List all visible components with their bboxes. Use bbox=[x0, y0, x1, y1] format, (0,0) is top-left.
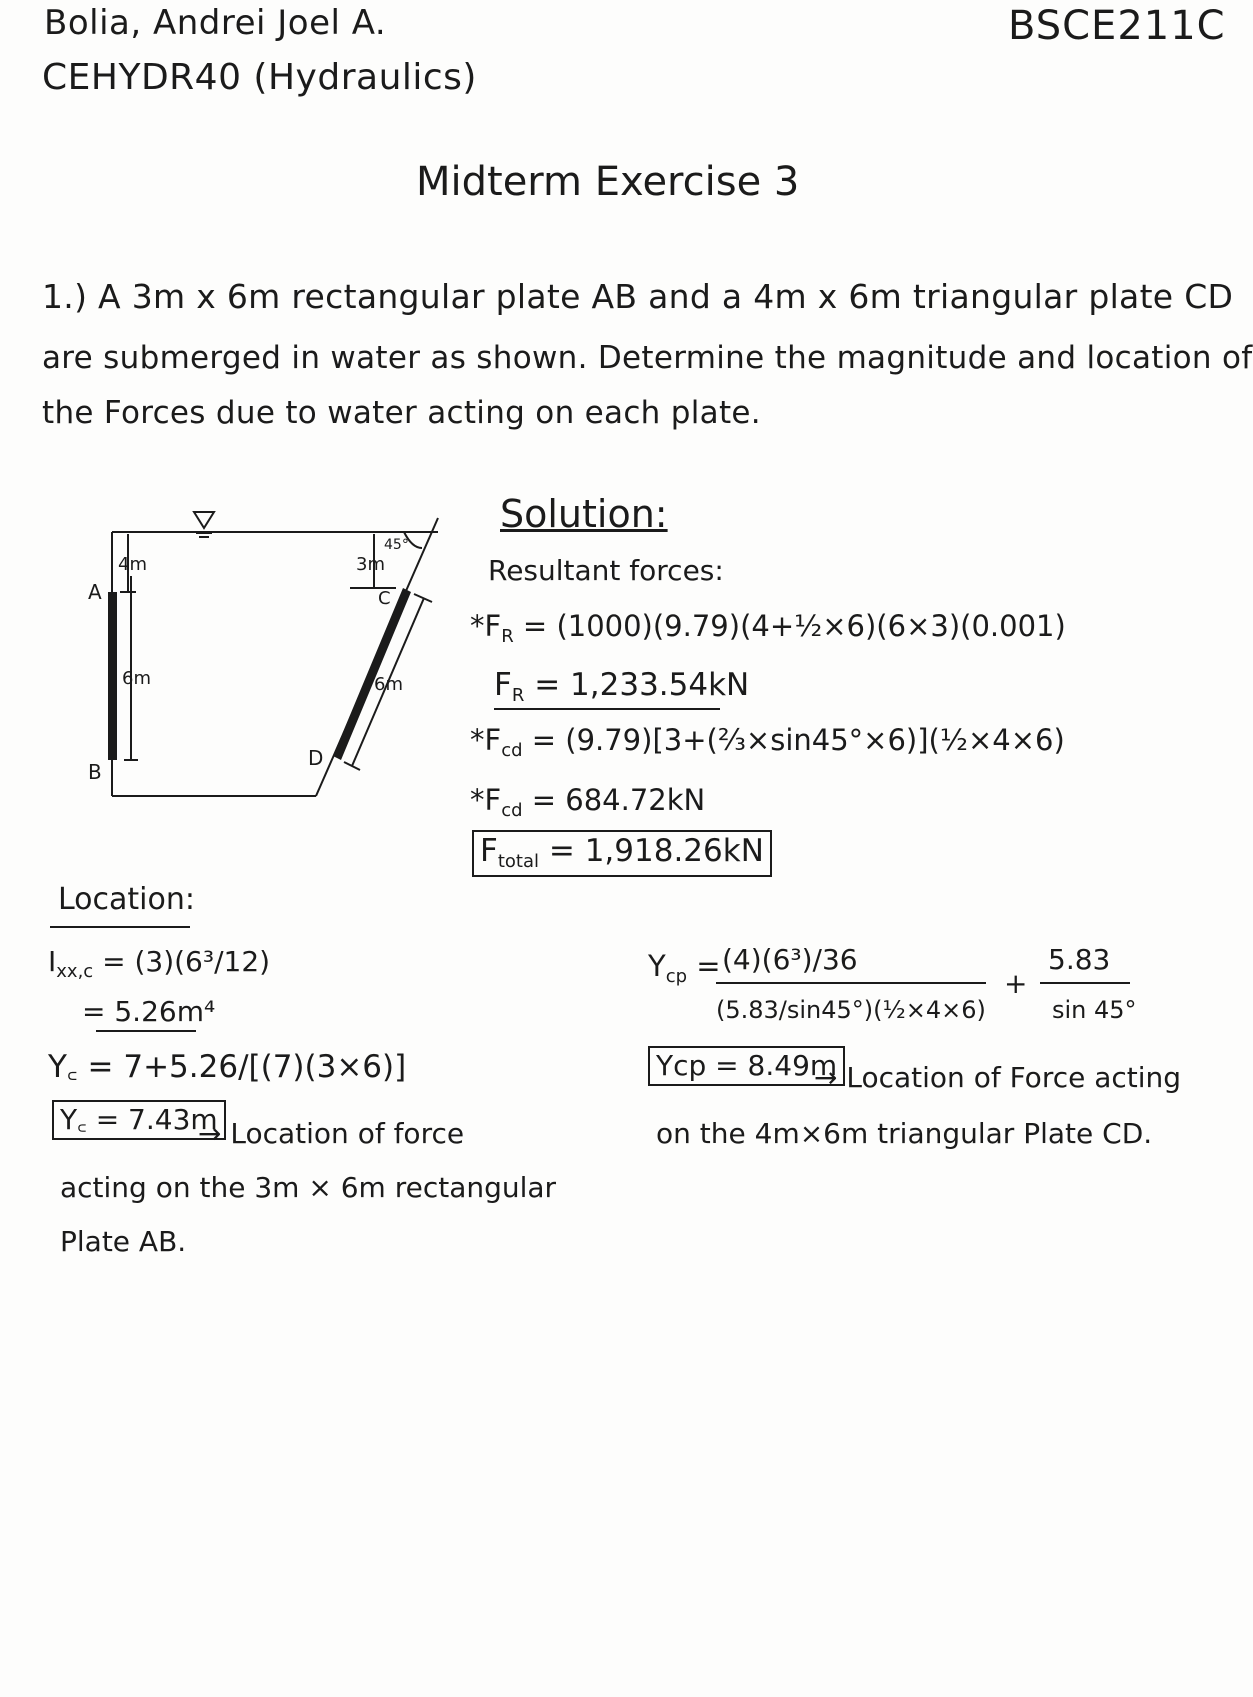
fr-result-value: = 1,233.54kN bbox=[524, 667, 750, 703]
yc-description-1: → Location of force bbox=[198, 1117, 465, 1150]
plate-cd-length-label: 6m bbox=[374, 674, 403, 695]
ixx-result: = 5.26m⁴ bbox=[82, 995, 216, 1028]
ycp-letter: Y bbox=[648, 949, 666, 983]
ftotal-symbol: F bbox=[480, 833, 498, 869]
fcd-equation bbox=[470, 723, 1065, 761]
course-code: CEHYDR40 (Hydraulics) bbox=[42, 57, 477, 98]
ycp-subscript: cp bbox=[665, 966, 688, 987]
fr-result-subscript: R bbox=[511, 685, 525, 706]
label-a: A bbox=[88, 580, 102, 604]
problem-line-1: 1.) A 3m x 6m rectangular plate AB and a 4m x 6m triangular plate CD bbox=[42, 277, 1234, 316]
problem-line-3: the Forces due to water acting on each plate. bbox=[42, 395, 761, 431]
ycp-symbol bbox=[648, 949, 721, 987]
location-heading: Location: bbox=[58, 882, 195, 917]
plus-sign: + bbox=[1004, 967, 1028, 1000]
depth-left-label: 4m bbox=[118, 554, 147, 575]
yc-description-2: acting on the 3m × 6m rectangular bbox=[60, 1171, 557, 1204]
fcd-result-symbol: *F bbox=[470, 783, 502, 817]
problem-line-2: are submerged in water as shown. Determine the magnitude and location of bbox=[42, 340, 1253, 376]
fcd-result bbox=[470, 783, 706, 821]
fcd-symbol: *F bbox=[470, 723, 502, 757]
yc-equation: Y꜀ = 7+5.26/[(7)(3×6)] bbox=[48, 1049, 407, 1085]
label-d: D bbox=[308, 746, 324, 770]
ycp-equals: = bbox=[687, 949, 721, 983]
ycp-description-2: on the 4m×6m triangular Plate CD. bbox=[656, 1117, 1153, 1150]
fr-result bbox=[494, 667, 750, 706]
fr-expression: = (1000)(9.79)(4+½×6)(6×3)(0.001) bbox=[513, 609, 1066, 643]
ixx-subscript: xx,c bbox=[56, 961, 94, 982]
fcd-result-subscript: cd bbox=[501, 800, 523, 821]
ftotal-result-box bbox=[472, 830, 772, 877]
plate-ab-length-label: 6m bbox=[122, 668, 151, 689]
fr-symbol: *F bbox=[470, 609, 502, 643]
yc-result-box: Y꜀ = 7.43m bbox=[52, 1100, 226, 1140]
yc-description-3: Plate AB. bbox=[60, 1225, 187, 1258]
ixx-symbol: I bbox=[48, 945, 57, 978]
fraction-2-denominator: sin 45° bbox=[1052, 996, 1137, 1024]
ycp-description-1: → Location of Force acting bbox=[814, 1061, 1182, 1094]
plate-ab bbox=[108, 592, 117, 760]
fr-equation bbox=[470, 609, 1066, 647]
fraction-1-numerator: (4)(6³)/36 bbox=[722, 943, 858, 976]
ycp-result-box: Ycp = 8.49m bbox=[648, 1046, 845, 1086]
angle-label: 45° bbox=[384, 537, 409, 553]
student-name: Bolia, Andrei Joel A. bbox=[44, 3, 387, 43]
solution-heading: Solution: bbox=[500, 492, 668, 536]
fcd-result-value: = 684.72kN bbox=[522, 783, 706, 817]
section-code: BSCE211C bbox=[1008, 3, 1226, 49]
fcd-expression: = (9.79)[3+(⅔×sin45°×6)](½×4×6) bbox=[522, 723, 1065, 757]
ftotal-value: = 1,918.26kN bbox=[539, 833, 764, 869]
depth-right-label: 3m bbox=[356, 554, 385, 575]
resultant-forces-heading: Resultant forces: bbox=[488, 554, 724, 587]
fraction-1-denominator: (5.83/sin45°)(½×4×6) bbox=[716, 996, 986, 1024]
ixx-expression: = (3)(6³/12) bbox=[93, 945, 271, 978]
label-b: B bbox=[88, 760, 102, 784]
fraction-2-numerator: 5.83 bbox=[1048, 943, 1111, 976]
page-title: Midterm Exercise 3 bbox=[416, 159, 800, 205]
fr-result-symbol: F bbox=[494, 667, 512, 703]
ftotal-subscript: total bbox=[497, 851, 540, 872]
fcd-subscript: cd bbox=[501, 740, 523, 761]
ixx-equation bbox=[48, 945, 271, 982]
free-surface-symbol bbox=[194, 512, 214, 528]
fr-subscript: R bbox=[501, 626, 514, 647]
label-c: C bbox=[378, 588, 391, 609]
